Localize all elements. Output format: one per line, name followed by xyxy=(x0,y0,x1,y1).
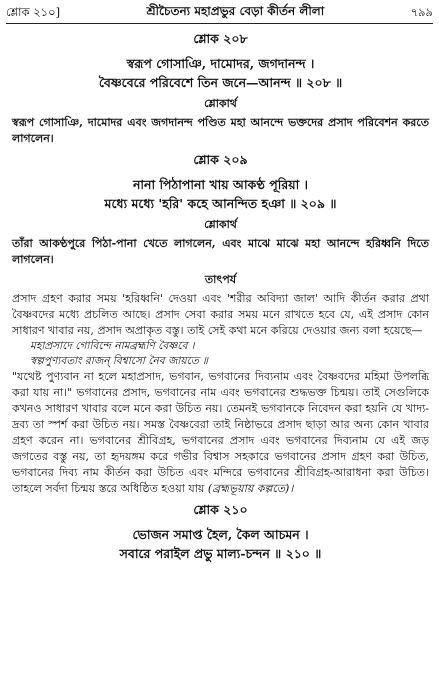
purport-paragraph-2-text: "যথেষ্ট পুণ্যবান না হলে মহাপ্রসাদ, ভগবান, ভগবানের দিব্যনাম এবং বৈষ্ণবদের মহিমা উপলব্ধি করা যায় না।" ভগবানের প্রসাদ, ভগবানের নাম এবং ভগবানের শুদ্ধভক্ত চিন্ময়। তাই সেগুলিকে কখনও সাধারণ খাবার বলে মনে করা উচিত নয়। তেমনই ভগবানকে নিবেদন করা হয়নি যে খাদ্য-দ্রব্য তা স্পর্শ করা উচিত নয়। সমস্ত বৈষ্ণবেরা তাই নিষ্ঠাভরে প্রসাদ ছাড়া আর অন্য কোন খাবার গ্রহণ করেন না। ভগবানের শ্রীবিগ্রহ, ভগবানের প্রসাদ এবং ভগবানের দিব্যনাম যে এই জড় জগতের বস্তু নয়, তা হৃদয়ঙ্গম করে গভীর বিশ্বাস সহকারে ভগবানের প্রসাদ গ্রহণ করা উচিত, ভগবানের দিব্য নাম কীর্তন করা উচিত এবং মন্দিরে ভগবানের শ্রীবিগ্রহ-আরাধনা করা উচিত। তাহলে সর্বদা চিন্ময় স্তরে অধিষ্ঠিত হওয়া যায় xyxy=(12,370,429,495)
verse-209-heading: শ্লোক ২০৯ xyxy=(193,152,248,167)
quoted-verse-line-2: স্বল্পপুণ্যবতাং রাজন্ বিশ্বাসো নৈব জায়তে ॥ xyxy=(30,355,208,367)
verse-210-line-1: ভোজন সমাপ্ত হৈল, কৈল আচমন । xyxy=(132,527,309,542)
verse-209-line-2: মধ্যে মধ্যে 'হরি' কহে আনন্দিত হঞা ॥ ২০৯ ॥ xyxy=(104,196,337,211)
verse-208-line-2: বৈষ্ণবেরে পরিবেশে তিন জনে—আনন্দ ॥ ২০৮ ॥ xyxy=(98,75,343,90)
verse-209-translation-heading: শ্লোকার্থ xyxy=(204,218,237,231)
verse-208-heading: শ্লোক ২০৮ xyxy=(193,31,248,46)
page-header xyxy=(6,3,433,24)
verse-209-line-1: নানা পিঠাপানা খায় আকণ্ঠ পূরিয়া । xyxy=(132,177,309,192)
purport-paragraph-2 xyxy=(12,369,429,497)
verse-210-line-2: সবারে পরাইল প্রভু মাল্য-চন্দন ॥ ২১০ ॥ xyxy=(119,546,322,561)
quoted-verse-line-1: মহাপ্রসাদে গোবিন্দে নামব্রহ্মণি বৈষ্ণবে । xyxy=(30,340,195,352)
page-body xyxy=(12,26,429,563)
purport-paragraph-1: প্রসাদ গ্রহণ করার সময় 'হরিধ্বনি' দেওয়া এবং 'শরীর অবিদ্যা জাল' আদি কীর্তন করার প্রথা বৈষ্ণবদের মধ্যে প্রচলিত আছে। প্রসাদ সেবা করার সময় মনে রাখতে হবে যে, এই প্রসাদ কোন সাধারণ খাবার নয়, প্রসাদ অপ্রাকৃত বস্তু। তাই সেই কথা মনে করিয়ে দেওয়ার জন্য বলা হয়েছে— xyxy=(12,292,429,337)
verse-209-translation: তাঁরা আকণ্ঠপুরে পিঠা-পানা খেতে লাগলেন, এবং মাঝে মাঝে মহা আনন্দে হরিধ্বনি দিতে লাগলেন। xyxy=(12,237,429,266)
page-number: ৭৯৯ xyxy=(410,4,433,19)
verse-208-line-1: স্বরূপ গোসাঞি, দামোদর, জগদানন্দ । xyxy=(126,56,315,71)
header-chapter-title: শ্রীচৈতন্য মহাপ্রভুর বেড়া কীর্তন লীলা xyxy=(146,4,325,18)
purport-heading: তাৎপর্য xyxy=(204,273,237,286)
verse-208-translation: স্বরূপ গোসাঞি, দামোদর এবং জগদানন্দ পণ্ডিত মহা আনন্দে ভক্তদের প্রসাদ পরিবেশন করতে লাগলেন। xyxy=(12,116,429,145)
verse-210-heading: শ্লোক ২১০ xyxy=(193,502,248,517)
purport-reference: (ব্রহ্মভূয়ায় কল্পতে)। xyxy=(207,482,294,495)
verse-208-translation-heading: শ্লোকার্থ xyxy=(204,97,237,110)
header-verse-ref: শ্লোক ২১০] xyxy=(6,4,61,19)
